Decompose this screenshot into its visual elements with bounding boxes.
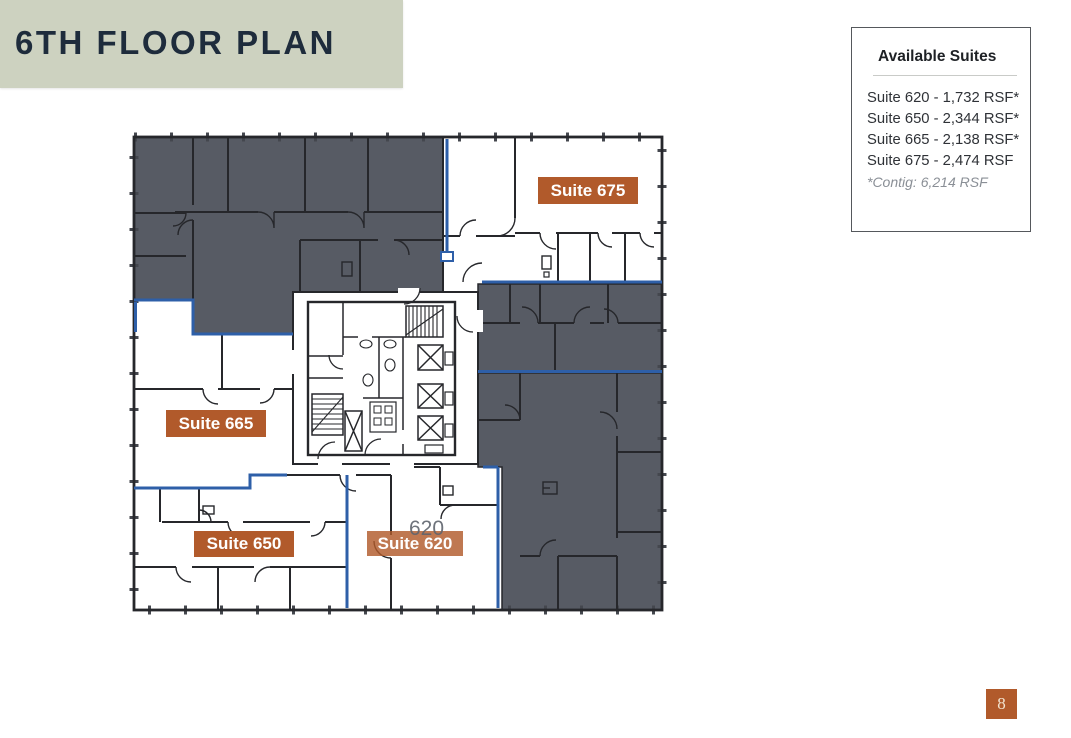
suite-675-label: Suite 675 (538, 177, 638, 204)
suite-620-label: Suite 620 (367, 531, 463, 556)
suite-list-item-675: Suite 675 - 2,474 RSF (867, 153, 1014, 169)
suite-list-item-650: Suite 650 - 2,344 RSF* (867, 111, 1020, 127)
page-number-badge: 8 (986, 689, 1017, 719)
boundary-marker (441, 252, 453, 261)
panel-divider (873, 75, 1017, 76)
page-title: 6TH FLOOR PLAN (15, 24, 336, 61)
plan-suite-number-620: 620 (409, 517, 445, 540)
suite-list-item-665: Suite 665 - 2,138 RSF* (867, 132, 1020, 148)
suite-list (867, 88, 1030, 172)
contig-note: *Contig: 6,214 RSF (867, 174, 988, 190)
suite-665-label: Suite 665 (166, 410, 266, 437)
building-core (308, 288, 473, 459)
suite-650-label: Suite 650 (194, 531, 294, 557)
panel-heading: Available Suites (878, 48, 997, 65)
available-suites-panel (851, 27, 1031, 232)
suite-list-item-620: Suite 620 - 1,732 RSF* (867, 90, 1020, 106)
